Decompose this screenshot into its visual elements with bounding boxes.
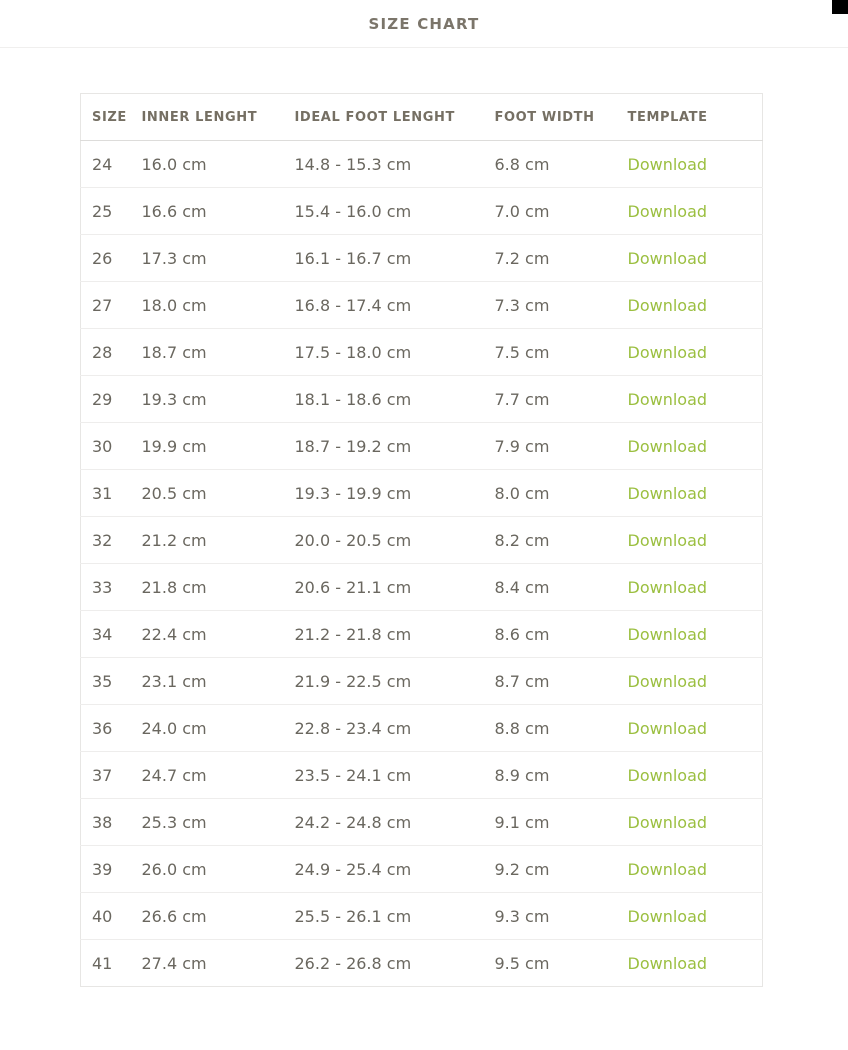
inner-length-cell: 18.7 cm — [142, 329, 295, 376]
inner-length-cell: 27.4 cm — [141, 953, 207, 973]
foot-width-cell: 6.8 cm — [495, 141, 628, 188]
download-link[interactable]: Download — [627, 906, 708, 926]
size-cell: 26 — [81, 235, 142, 282]
size-cell: 32 — [81, 517, 142, 564]
table-row — [81, 752, 763, 799]
inner-length-cell: 23.1 cm — [142, 658, 295, 705]
download-link[interactable]: Download — [627, 154, 708, 174]
table-row — [81, 564, 763, 611]
size-chart-table — [80, 93, 763, 987]
table-row — [81, 799, 763, 846]
ideal-foot-length-cell: 25.5 - 26.1 cm — [295, 893, 495, 940]
size-cell: 27 — [81, 282, 142, 329]
size-cell: 41 — [92, 953, 113, 973]
template-cell — [628, 188, 763, 235]
inner-length-cell: 25.3 cm — [142, 799, 295, 846]
foot-width-cell: 9.5 cm — [494, 953, 550, 973]
template-cell — [628, 376, 763, 423]
download-link[interactable]: Download — [627, 812, 708, 832]
template-cell — [628, 517, 763, 564]
inner-length-cell: 16.0 cm — [142, 141, 295, 188]
table-row — [81, 423, 763, 470]
download-link[interactable]: Download — [627, 201, 708, 221]
table-row — [81, 846, 763, 893]
table-header-row — [81, 94, 763, 141]
table-row — [81, 188, 763, 235]
template-cell — [628, 282, 763, 329]
inner-length-cell: 17.3 cm — [142, 235, 295, 282]
ideal-foot-length-cell: 19.3 - 19.9 cm — [295, 470, 495, 517]
inner-length-cell: 16.6 cm — [142, 188, 295, 235]
template-cell — [628, 611, 763, 658]
ideal-foot-length-cell: 16.8 - 17.4 cm — [295, 282, 495, 329]
inner-length-cell: 22.4 cm — [142, 611, 295, 658]
size-cell: 31 — [81, 470, 142, 517]
inner-length-cell: 24.7 cm — [142, 752, 295, 799]
inner-length-cell: 20.5 cm — [142, 470, 295, 517]
ideal-foot-length-cell: 15.4 - 16.0 cm — [295, 188, 495, 235]
download-link[interactable]: Download — [627, 953, 708, 973]
inner-length-cell: 26.6 cm — [142, 893, 295, 940]
ideal-foot-length-cell: 18.7 - 19.2 cm — [295, 423, 495, 470]
table-row — [81, 893, 763, 940]
ideal-foot-length-cell: 21.2 - 21.8 cm — [295, 611, 495, 658]
inner-length-cell: 18.0 cm — [142, 282, 295, 329]
title-bar — [0, 0, 848, 48]
template-cell — [628, 564, 763, 611]
column-header-template: TEMPLATE — [628, 94, 763, 141]
size-cell: 35 — [81, 658, 142, 705]
size-cell: 25 — [81, 188, 142, 235]
download-link[interactable]: Download — [627, 624, 708, 644]
size-chart-table-container — [80, 93, 763, 987]
size-cell: 29 — [81, 376, 142, 423]
download-link[interactable]: Download — [627, 671, 708, 691]
foot-width-cell: 8.2 cm — [495, 517, 628, 564]
table-row — [81, 329, 763, 376]
table-row — [81, 376, 763, 423]
top-right-black-box — [832, 0, 848, 14]
foot-width-cell: 8.0 cm — [495, 470, 628, 517]
table-row — [81, 517, 763, 564]
download-link[interactable]: Download — [627, 295, 708, 315]
foot-width-cell: 7.9 cm — [495, 423, 628, 470]
size-cell: 37 — [81, 752, 142, 799]
table-row — [81, 611, 763, 658]
download-link[interactable]: Download — [627, 577, 708, 597]
template-cell — [628, 329, 763, 376]
column-header-ideal-foot-length: IDEAL FOOT LENGHT — [295, 94, 495, 141]
foot-width-cell: 7.7 cm — [495, 376, 628, 423]
column-header-inner-length: INNER LENGHT — [142, 94, 295, 141]
ideal-foot-length-cell: 16.1 - 16.7 cm — [295, 235, 495, 282]
column-header-foot-width: FOOT WIDTH — [495, 94, 628, 141]
foot-width-cell: 8.7 cm — [495, 658, 628, 705]
template-cell — [628, 423, 763, 470]
size-cell: 30 — [81, 423, 142, 470]
download-link[interactable]: Download — [627, 436, 708, 456]
download-link[interactable]: Download — [627, 342, 708, 362]
size-cell: 28 — [81, 329, 142, 376]
ideal-foot-length-cell: 20.0 - 20.5 cm — [295, 517, 495, 564]
table-row — [81, 235, 763, 282]
table-row — [81, 658, 763, 705]
foot-width-cell: 8.4 cm — [495, 564, 628, 611]
foot-width-cell: 8.9 cm — [495, 752, 628, 799]
download-link[interactable]: Download — [627, 389, 708, 409]
ideal-foot-length-cell: 23.5 - 24.1 cm — [295, 752, 495, 799]
template-cell — [628, 799, 763, 846]
ideal-foot-length-cell: 24.9 - 25.4 cm — [295, 846, 495, 893]
ideal-foot-length-cell: 20.6 - 21.1 cm — [295, 564, 495, 611]
size-cell: 34 — [81, 611, 142, 658]
template-cell — [628, 141, 763, 188]
ideal-foot-length-cell: 26.2 - 26.8 cm — [294, 953, 412, 973]
foot-width-cell: 9.3 cm — [495, 893, 628, 940]
template-cell — [628, 658, 763, 705]
download-link[interactable]: Download — [627, 483, 708, 503]
download-link[interactable]: Download — [627, 765, 708, 785]
template-cell — [628, 752, 763, 799]
size-cell: 39 — [81, 846, 142, 893]
table-row — [81, 940, 763, 987]
inner-length-cell: 24.0 cm — [142, 705, 295, 752]
download-link[interactable]: Download — [627, 530, 708, 550]
inner-length-cell: 19.9 cm — [142, 423, 295, 470]
template-cell — [628, 846, 763, 893]
foot-width-cell: 7.0 cm — [495, 188, 628, 235]
size-cell: 33 — [81, 564, 142, 611]
foot-width-cell: 7.5 cm — [495, 329, 628, 376]
foot-width-cell: 7.3 cm — [495, 282, 628, 329]
ideal-foot-length-cell: 21.9 - 22.5 cm — [295, 658, 495, 705]
ideal-foot-length-cell: 24.2 - 24.8 cm — [295, 799, 495, 846]
download-link[interactable]: Download — [627, 248, 708, 268]
template-cell — [628, 893, 763, 940]
inner-length-cell: 21.2 cm — [142, 517, 295, 564]
template-cell — [628, 940, 763, 987]
download-link[interactable]: Download — [627, 859, 708, 879]
size-cell: 38 — [81, 799, 142, 846]
foot-width-cell: 9.2 cm — [495, 846, 628, 893]
template-cell — [628, 470, 763, 517]
ideal-foot-length-cell: 22.8 - 23.4 cm — [295, 705, 495, 752]
template-cell — [628, 705, 763, 752]
size-cell: 24 — [81, 141, 142, 188]
inner-length-cell: 19.3 cm — [142, 376, 295, 423]
foot-width-cell: 8.6 cm — [495, 611, 628, 658]
download-link[interactable]: Download — [627, 718, 708, 738]
foot-width-cell: 9.1 cm — [495, 799, 628, 846]
ideal-foot-length-cell: 14.8 - 15.3 cm — [295, 141, 495, 188]
inner-length-cell: 26.0 cm — [142, 846, 295, 893]
inner-length-cell: 21.8 cm — [142, 564, 295, 611]
ideal-foot-length-cell: 18.1 - 18.6 cm — [295, 376, 495, 423]
ideal-foot-length-cell: 17.5 - 18.0 cm — [295, 329, 495, 376]
table-row — [81, 282, 763, 329]
size-cell: 40 — [81, 893, 142, 940]
table-row — [81, 705, 763, 752]
table-row — [81, 141, 763, 188]
foot-width-cell: 8.8 cm — [495, 705, 628, 752]
column-header-size: SIZE — [81, 94, 142, 141]
template-cell — [628, 235, 763, 282]
size-cell: 36 — [81, 705, 142, 752]
foot-width-cell: 7.2 cm — [495, 235, 628, 282]
table-row — [81, 470, 763, 517]
page-title: SIZE CHART — [368, 14, 480, 33]
